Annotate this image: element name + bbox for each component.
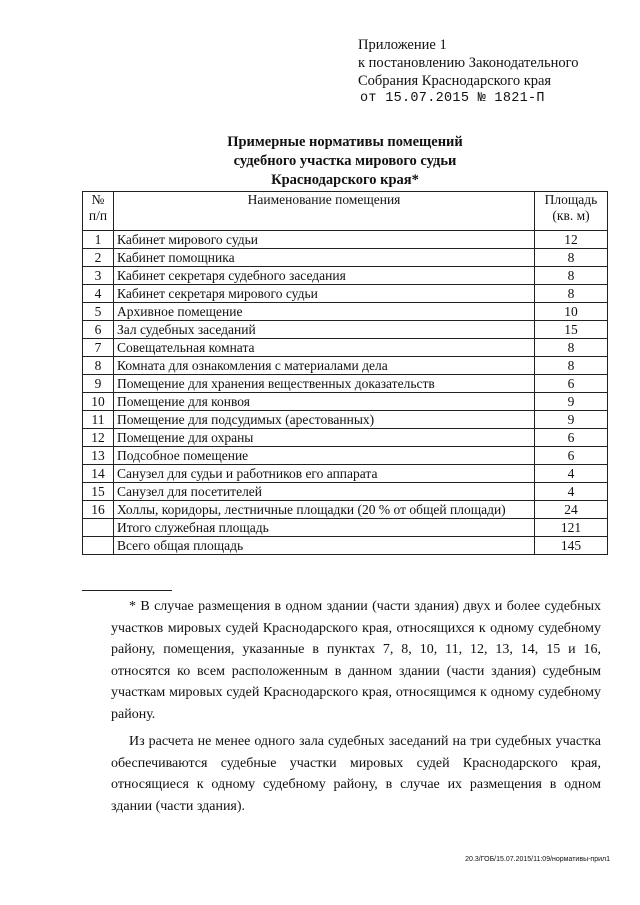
table-row: [83, 429, 608, 447]
row-number: 13: [83, 447, 114, 465]
table-row: [83, 303, 608, 321]
room-area: 6: [535, 429, 608, 447]
table-row: [83, 231, 608, 249]
room-area: 4: [535, 483, 608, 501]
table-row: [83, 249, 608, 267]
table-row: [83, 375, 608, 393]
room-name: Всего общая площадь: [114, 537, 535, 555]
row-number: 15: [83, 483, 114, 501]
room-area: 4: [535, 465, 608, 483]
title-line-1: Примерные нормативы помещений: [227, 134, 463, 150]
column-header-area: Площадь (кв. м): [535, 192, 608, 231]
footnote-text: * В случае размещения в одном здании (части здания) двух и более судебных участков мировых судей Краснодарского края, относящихся к одному судебному району, помещения, указанные в пунктах 7, 8, 10, 11, 12, 13, 14, 15 и 16, относятся ко всем расположенным в данном здании (части здания) судебным участкам мировых судей Краснодарского края, относящимся к одному судебному району.: [111, 599, 601, 722]
row-number: 16: [83, 501, 114, 519]
row-number: 14: [83, 465, 114, 483]
room-name: Комната для ознакомления с материалами дела: [114, 357, 535, 375]
calculation-paragraph: Из расчета не менее одного зала судебных заседаний на три судебных участка обеспечиваются судебные участки мировых судей Краснодарского края, относящиеся к одному судебному району, в случае их размещения в одном здании (части здания).: [111, 734, 601, 814]
room-name: Помещение для подсудимых (арестованных): [114, 411, 535, 429]
room-area: 9: [535, 393, 608, 411]
document-header: [358, 36, 628, 108]
room-name: Итого служебная площадь: [114, 519, 535, 537]
title-line-3: Краснодарского края*: [271, 172, 419, 188]
room-area: 121: [535, 519, 608, 537]
row-number: 5: [83, 303, 114, 321]
room-name: Кабинет помощника: [114, 249, 535, 267]
room-name: Архивное помещение: [114, 303, 535, 321]
room-area: 12: [535, 231, 608, 249]
room-area: 9: [535, 411, 608, 429]
row-number: 1: [83, 231, 114, 249]
room-area: 8: [535, 357, 608, 375]
room-name: Санузел для судьи и работников его аппарата: [114, 465, 535, 483]
file-reference: 20.3/ГОБ/15.07.2015/11:09/нормативы-прил1: [465, 856, 610, 863]
room-name: Санузел для посетителей: [114, 483, 535, 501]
room-name: Помещение для конвоя: [114, 393, 535, 411]
footnote-separator: [82, 590, 172, 591]
table-row: [83, 411, 608, 429]
room-area: 6: [535, 447, 608, 465]
row-number: [83, 519, 114, 537]
registration-stamp: от 15.07.2015 № 1821-П: [360, 91, 545, 106]
column-header-number: № п/п: [83, 192, 114, 231]
row-number: [83, 537, 114, 555]
room-name: Холлы, коридоры, лестничные площадки (20 % от общей площади): [114, 501, 535, 519]
table-row: [83, 537, 608, 555]
table-row: [83, 393, 608, 411]
decree-reference: к постановлению Законодательного: [358, 55, 579, 71]
room-name: Совещательная комната: [114, 339, 535, 357]
document-title: [150, 133, 540, 190]
row-number: 10: [83, 393, 114, 411]
row-number: 11: [83, 411, 114, 429]
table-row: [83, 501, 608, 519]
row-number: 2: [83, 249, 114, 267]
room-name: Помещение для охраны: [114, 429, 535, 447]
room-area: 8: [535, 249, 608, 267]
table-row: [83, 285, 608, 303]
room-name: Зал судебных заседаний: [114, 321, 535, 339]
column-header-name: Наименование помещения: [114, 192, 535, 231]
row-number: 12: [83, 429, 114, 447]
room-area: 6: [535, 375, 608, 393]
row-number: 9: [83, 375, 114, 393]
room-name: Кабинет мирового судьи: [114, 231, 535, 249]
room-name: Кабинет секретаря судебного заседания: [114, 267, 535, 285]
room-area: 145: [535, 537, 608, 555]
table-row: [83, 339, 608, 357]
notes-section: [111, 596, 601, 823]
room-area: 8: [535, 339, 608, 357]
row-number: 4: [83, 285, 114, 303]
row-number: 8: [83, 357, 114, 375]
table-row: [83, 519, 608, 537]
room-name: Кабинет секретаря мирового судьи: [114, 285, 535, 303]
table-row: [83, 357, 608, 375]
table-body: [83, 231, 608, 555]
row-number: 7: [83, 339, 114, 357]
table-row: [83, 267, 608, 285]
room-area: 8: [535, 285, 608, 303]
issuing-body: Собрания Краснодарского края: [358, 73, 552, 89]
room-name: Подсобное помещение: [114, 447, 535, 465]
room-area: 8: [535, 267, 608, 285]
row-number: 6: [83, 321, 114, 339]
table-row: [83, 465, 608, 483]
premises-norms-table: [82, 191, 608, 555]
row-number: 3: [83, 267, 114, 285]
room-area: 24: [535, 501, 608, 519]
title-line-2: судебного участка мирового судьи: [233, 153, 457, 169]
appendix-label: Приложение 1: [358, 37, 447, 53]
room-area: 15: [535, 321, 608, 339]
table-header-row: [83, 192, 608, 231]
room-area: 10: [535, 303, 608, 321]
room-name: Помещение для хранения вещественных доказательств: [114, 375, 535, 393]
table-row: [83, 483, 608, 501]
table-row: [83, 447, 608, 465]
table-row: [83, 321, 608, 339]
